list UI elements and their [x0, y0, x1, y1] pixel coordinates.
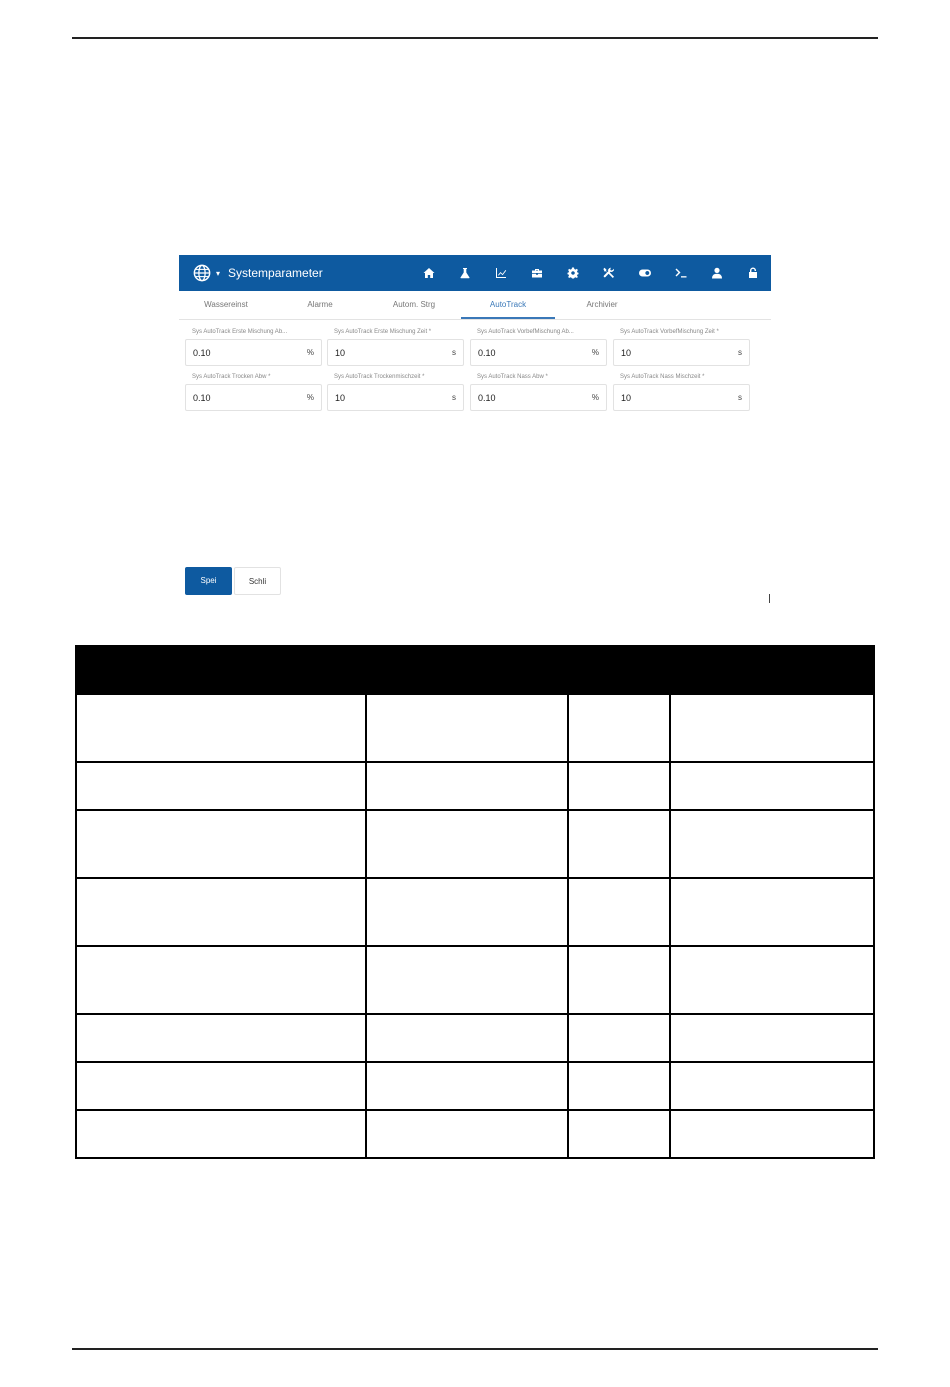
field-value: 0.10: [478, 347, 496, 358]
home-icon[interactable]: [411, 255, 447, 291]
field-unit: %: [306, 348, 314, 357]
field-unit: s: [452, 348, 456, 357]
field-value: 0.10: [193, 347, 211, 358]
field-label: Sys AutoTrack Trocken Abw *: [192, 374, 271, 380]
tab-archivier[interactable]: Archivier: [586, 300, 618, 309]
user-icon[interactable]: [699, 255, 735, 291]
table-cell: [76, 1014, 366, 1062]
text-cursor: [769, 594, 770, 603]
table-cell: [568, 694, 671, 762]
table-row: [76, 878, 874, 946]
field-label: Sys AutoTrack Nass Abw *: [477, 374, 548, 380]
table-cell: [670, 1110, 874, 1158]
field-label: Sys AutoTrack VorbefMischung Ab...: [477, 329, 574, 335]
field-erste-mischung-zeit: [327, 327, 464, 366]
field-unit: s: [738, 348, 742, 357]
tools-icon[interactable]: [591, 255, 627, 291]
table-cell: [366, 1014, 567, 1062]
table-header-row: [76, 646, 874, 694]
field-trockenmischzeit: [327, 372, 464, 411]
field-value: 10: [335, 347, 346, 358]
field-label: Sys AutoTrack Nass Mischzeit *: [620, 374, 705, 380]
table-cell: [670, 810, 874, 878]
table-header-cell: [366, 646, 670, 694]
field-unit: %: [591, 393, 599, 402]
gear-icon[interactable]: [555, 255, 591, 291]
lock-icon[interactable]: [735, 255, 771, 291]
erste-mischung-abw-input[interactable]: [185, 339, 322, 366]
field-trocken-abw: [185, 372, 322, 411]
nass-abw-input[interactable]: [470, 384, 607, 411]
table-cell: [76, 694, 366, 762]
table-cell: [366, 1062, 567, 1110]
tab-autotrack[interactable]: AutoTrack: [461, 291, 555, 319]
table-cell: [568, 1014, 671, 1062]
vorbefmischung-abw-input[interactable]: [470, 339, 607, 366]
terminal-icon[interactable]: [663, 255, 699, 291]
trockenmischzeit-input[interactable]: [327, 384, 464, 411]
table-cell: [366, 694, 567, 762]
table-cell: [366, 762, 567, 810]
document-table: [75, 645, 875, 1159]
table-row: [76, 1014, 874, 1062]
table-row: [76, 1110, 874, 1158]
vorbefmischung-zeit-input[interactable]: [613, 339, 750, 366]
tab-bar: [179, 291, 771, 320]
table-cell: [670, 1062, 874, 1110]
erste-mischung-zeit-input[interactable]: [327, 339, 464, 366]
table-header-cell: [76, 646, 366, 694]
field-unit: %: [306, 393, 314, 402]
field-value: 0.10: [478, 392, 496, 403]
field-nass-abw: [470, 372, 607, 411]
toolbar: [411, 255, 771, 291]
toggle-icon[interactable]: [627, 255, 663, 291]
field-unit: %: [591, 348, 599, 357]
page-top-rule: [72, 37, 878, 39]
table-cell: [568, 1062, 671, 1110]
field-value: 10: [335, 392, 346, 403]
tab-autom-strg[interactable]: Autom. Strg: [392, 300, 436, 309]
flask-icon[interactable]: [447, 255, 483, 291]
table-cell: [568, 878, 671, 946]
table-header-cell: [670, 646, 874, 694]
tab-wassereinst[interactable]: Wassereinst: [204, 300, 248, 309]
table-cell: [670, 694, 874, 762]
table-cell: [568, 762, 671, 810]
table-cell: [366, 878, 567, 946]
table-cell: [76, 946, 366, 1014]
field-value: 10: [621, 392, 632, 403]
table-cell: [76, 878, 366, 946]
table-cell: [670, 762, 874, 810]
table-cell: [568, 946, 671, 1014]
language-caret-icon[interactable]: ▾: [216, 268, 221, 278]
table-cell: [670, 1014, 874, 1062]
table-row: [76, 810, 874, 878]
page-title: Systemparameter: [228, 266, 323, 280]
table-row: [76, 694, 874, 762]
table-cell: [366, 1110, 567, 1158]
field-vorbefmischung-zeit: [613, 327, 750, 366]
table-cell: [670, 946, 874, 1014]
table-cell: [76, 1110, 366, 1158]
field-unit: s: [452, 393, 456, 402]
page-bottom-rule: [72, 1348, 878, 1350]
table-cell: [568, 810, 671, 878]
field-vorbefmischung-abw: [470, 327, 607, 366]
field-value: 0.10: [193, 392, 211, 403]
chart-icon[interactable]: [483, 255, 519, 291]
field-value: 10: [621, 347, 632, 358]
trocken-abw-input[interactable]: [185, 384, 322, 411]
table-cell: [670, 878, 874, 946]
table-cell: [76, 762, 366, 810]
field-label: Sys AutoTrack VorbefMischung Zeit *: [620, 329, 719, 335]
table-row: [76, 762, 874, 810]
table-cell: [366, 946, 567, 1014]
field-unit: s: [738, 393, 742, 402]
table-cell: [76, 810, 366, 878]
field-label: Sys AutoTrack Erste Mischung Ab...: [192, 329, 288, 335]
app-header: [179, 255, 771, 291]
toolbox-icon[interactable]: [519, 255, 555, 291]
table-cell: [366, 810, 567, 878]
table-cell: [76, 1062, 366, 1110]
table-row: [76, 946, 874, 1014]
table-cell: [568, 1110, 671, 1158]
save-button[interactable]: Spei: [185, 567, 232, 595]
tab-alarme[interactable]: Alarme: [307, 300, 333, 309]
table-row: [76, 1062, 874, 1110]
field-nass-mischzeit: [613, 372, 750, 411]
field-erste-mischung-abw: [185, 327, 322, 366]
nass-mischzeit-input[interactable]: [613, 384, 750, 411]
field-label: Sys AutoTrack Erste Mischung Zeit *: [334, 329, 432, 335]
close-button[interactable]: Schli: [234, 567, 281, 595]
globe-icon[interactable]: [193, 264, 211, 282]
field-label: Sys AutoTrack Trockenmischzeit *: [334, 374, 425, 380]
